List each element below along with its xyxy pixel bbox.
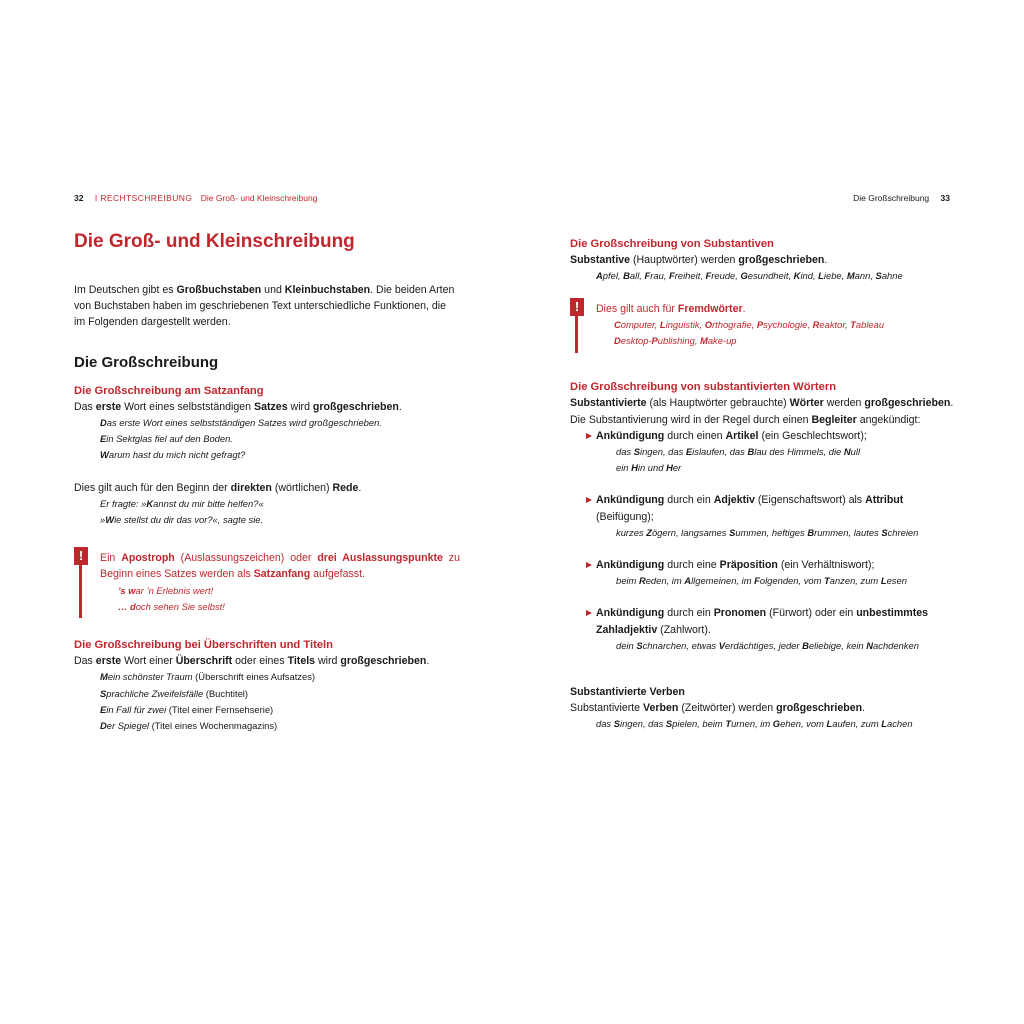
example-line: dein Schnarchen, etwas Verdächtiges, jeder Beliebige, kein Nachdenken — [616, 639, 919, 651]
example-word: Computer — [614, 318, 655, 330]
example-word: lautes Schreien — [853, 526, 919, 538]
example-word: Freude — [705, 270, 736, 282]
bullet-praeposition — [570, 557, 962, 589]
page-number-right: 33 — [940, 193, 950, 203]
example-line: Er fragte: »Kannst du mir bitte helfen?« — [100, 497, 264, 509]
heading-titel: Die Großschreibung bei Überschriften und Titeln — [74, 639, 334, 652]
example-word: kurzes Zögern — [616, 526, 676, 538]
example-line: »Wie stellst du dir das vor?«, sagte sie. — [100, 514, 264, 526]
example-word: das Eislaufen — [668, 446, 725, 458]
bullet-pronomen — [570, 605, 962, 654]
example-word: dein Schnarchen — [616, 639, 687, 651]
example-line: Ein Fall für zwei (Titel einer Fernsehserie) — [100, 703, 274, 715]
example-word: vom Laufen — [806, 718, 856, 730]
heading-substantiviert: Die Großschreibung von substantivierten Wörtern — [570, 381, 837, 394]
note-text: Ein Apostroph (Auslassungszeichen) oder drei Auslassungspunkte zu Beginn eines Satzes werden als Satzanfang aufgefasst. — [100, 552, 460, 581]
example-word: Frau — [644, 270, 664, 282]
example-word: das Singen — [616, 446, 663, 458]
running-head-left — [74, 193, 317, 204]
example-line: Apfel, Ball, Frau, Freiheit, Freude, Gesundheit, Kind, Liebe, Mann, Sahne — [596, 270, 903, 282]
rule-titel: Das erste Wort einer Überschrift oder eines Titels wird großgeschrieben. — [74, 655, 430, 668]
example-word: beim Turnen — [702, 718, 756, 730]
example-word: im Gehen — [760, 718, 801, 730]
exclamation-icon: ! — [74, 547, 88, 565]
triangle-right-icon — [586, 433, 592, 439]
running-head-right — [853, 193, 950, 204]
example-line: … doch sehen Sie selbst! — [118, 600, 225, 612]
example-word: Make-up — [700, 335, 737, 347]
example-word: Apfel — [596, 270, 618, 282]
example-line: kurzes Zögern, langsames Summen, heftiges Brummen, lautes Schreien — [616, 526, 919, 538]
example-word: die Null — [828, 446, 861, 458]
example-line: das Singen, das Eislaufen, das Blau des Himmels, die Null — [616, 446, 861, 458]
bullet-adjektiv — [570, 492, 962, 541]
example-word: Linguistik — [659, 318, 700, 330]
example-line: Das erste Wort eines selbstständigen Satzes wird großgeschrieben. — [100, 417, 382, 429]
example-word: Ball — [623, 270, 640, 282]
triangle-right-icon — [586, 497, 592, 503]
right-page-content — [570, 236, 962, 733]
example-line: Computer, Linguistik, Orthografie, Psychologie, Reaktor, Tableau — [614, 318, 885, 330]
example-line: beim Reden, im Allgemeinen, im Folgenden, vom Tanzen, zum Lesen — [616, 575, 907, 587]
example-word: Tableau — [850, 318, 885, 330]
example-word: Reaktor — [812, 318, 845, 330]
example-line: ’s war ’n Erlebnis wert! — [118, 584, 214, 596]
rule-substantiviert: Substantivierte (als Hauptwörter gebrauchte) Wörter werden großgeschrieben. — [570, 397, 954, 410]
right-page — [512, 0, 1024, 1024]
exclamation-icon: ! — [570, 298, 584, 316]
running-head-chapter: I RECHTSCHREIBUNG — [94, 193, 193, 203]
example-word: Liebe — [818, 270, 842, 282]
left-page-content — [74, 230, 460, 734]
running-head-topic: Die Groß- und Kleinschreibung — [200, 193, 318, 203]
bullet-text: Ankündigung durch ein Adjektiv (Eigenschaftswort) als Attribut (Beifügung); — [596, 494, 904, 523]
example-word: Orthografie — [704, 318, 752, 330]
example-word: Kind — [793, 270, 813, 282]
example-line: Desktop-Publishing, Make-up — [614, 335, 737, 347]
example-word: kein Nachdenken — [846, 639, 919, 651]
example-word: Freiheit — [669, 270, 701, 282]
example-word: beim Reden — [616, 575, 667, 587]
heading-substantive: Die Großschreibung von Substantiven — [570, 238, 774, 250]
running-head-title: Die Großschreibung — [853, 193, 930, 203]
example-word: Psychologie — [756, 318, 808, 330]
heading-satzanfang: Die Großschreibung am Satzanfang — [74, 384, 264, 397]
example-word: im Folgenden — [741, 575, 799, 587]
note-text: Dies gilt auch für Fremdwörter. — [596, 302, 746, 315]
example-word: Sahne — [875, 270, 903, 282]
rule-direkte-rede: Dies gilt auch für den Beginn der direkten (wörtlichen) Rede. — [74, 481, 362, 494]
rule-verben: Substantivierte Verben (Zeitwörter) werden großgeschrieben. — [570, 702, 866, 715]
example-word: zum Lesen — [860, 575, 907, 587]
rule-substantive: Substantive (Hauptwörter) werden großgeschrieben. — [570, 254, 828, 267]
bullet-text: Ankündigung durch eine Präposition (ein Verhältniswort); — [596, 559, 875, 572]
example-line: Der Spiegel (Titel eines Wochenmagazins) — [100, 720, 278, 732]
example-word: vom Tanzen — [803, 575, 856, 587]
example-word: das Spielen — [648, 718, 698, 730]
example-line: das Singen, das Spielen, beim Turnen, im Gehen, vom Laufen, zum Lachen — [596, 718, 913, 730]
section-title: Die Großschreibung — [74, 353, 219, 371]
triangle-right-icon — [586, 562, 592, 568]
example-word: Mann — [846, 270, 871, 282]
intro-paragraph: Im Deutschen gibt es Großbuchstaben und Kleinbuchstaben. Die beiden Arten von Buchstaben haben im geschriebenen Text unterschiedliche Funktionen, die im Folgenden dargestellt werden. — [74, 284, 455, 329]
bullet-text: Ankündigung durch einen Artikel (ein Geschlechtswort); — [596, 429, 867, 442]
example-line — [596, 460, 962, 476]
triangle-right-icon — [586, 610, 592, 616]
example-word: etwas Verdächtiges — [691, 639, 774, 651]
rule-satzanfang: Das erste Wort eines selbstständigen Satzes wird großgeschrieben. — [74, 400, 402, 413]
page-number-left: 32 — [74, 193, 84, 203]
heading-verben: Substantivierte Verben — [570, 686, 685, 699]
bullet-artikel — [570, 428, 962, 477]
example-word: ein Hin und — [616, 462, 667, 474]
example-line: Sprachliche Zweifelsfälle (Buchtitel) — [100, 687, 248, 699]
example-line: Ein Sektglas fiel auf den Boden. — [100, 433, 233, 445]
example-word: zum Lachen — [860, 718, 913, 730]
example-word: Gesundheit — [740, 270, 789, 282]
note-apostroph — [74, 550, 460, 615]
example-word: heftiges Brummen — [771, 526, 849, 538]
example-word: Desktop-Publishing — [614, 335, 695, 347]
example-word: das Singen — [596, 718, 643, 730]
example-word: Her — [666, 462, 682, 474]
rule-substantivierung: Die Substantivierung wird in der Regel durch einen Begleiter angekündigt: — [570, 413, 921, 426]
chapter-title: Die Groß- und Kleinschreibung — [74, 231, 355, 252]
bullet-text: Ankündigung durch ein Pronomen (Fürwort) oder ein unbestimmtes Zahladjektiv (Zahlwort). — [596, 607, 929, 636]
example-line: Mein schönster Traum (Überschrift eines Aufsatzes) — [100, 671, 316, 683]
example-word: im Allgemeinen — [671, 575, 737, 587]
example-word: langsames Summen — [681, 526, 767, 538]
example-word: jeder Beliebige — [778, 639, 842, 651]
example-line: Warum hast du mich nicht gefragt? — [100, 449, 246, 461]
note-fremdwoerter — [570, 298, 962, 350]
example-word: das Blau des Himmels — [729, 446, 824, 458]
